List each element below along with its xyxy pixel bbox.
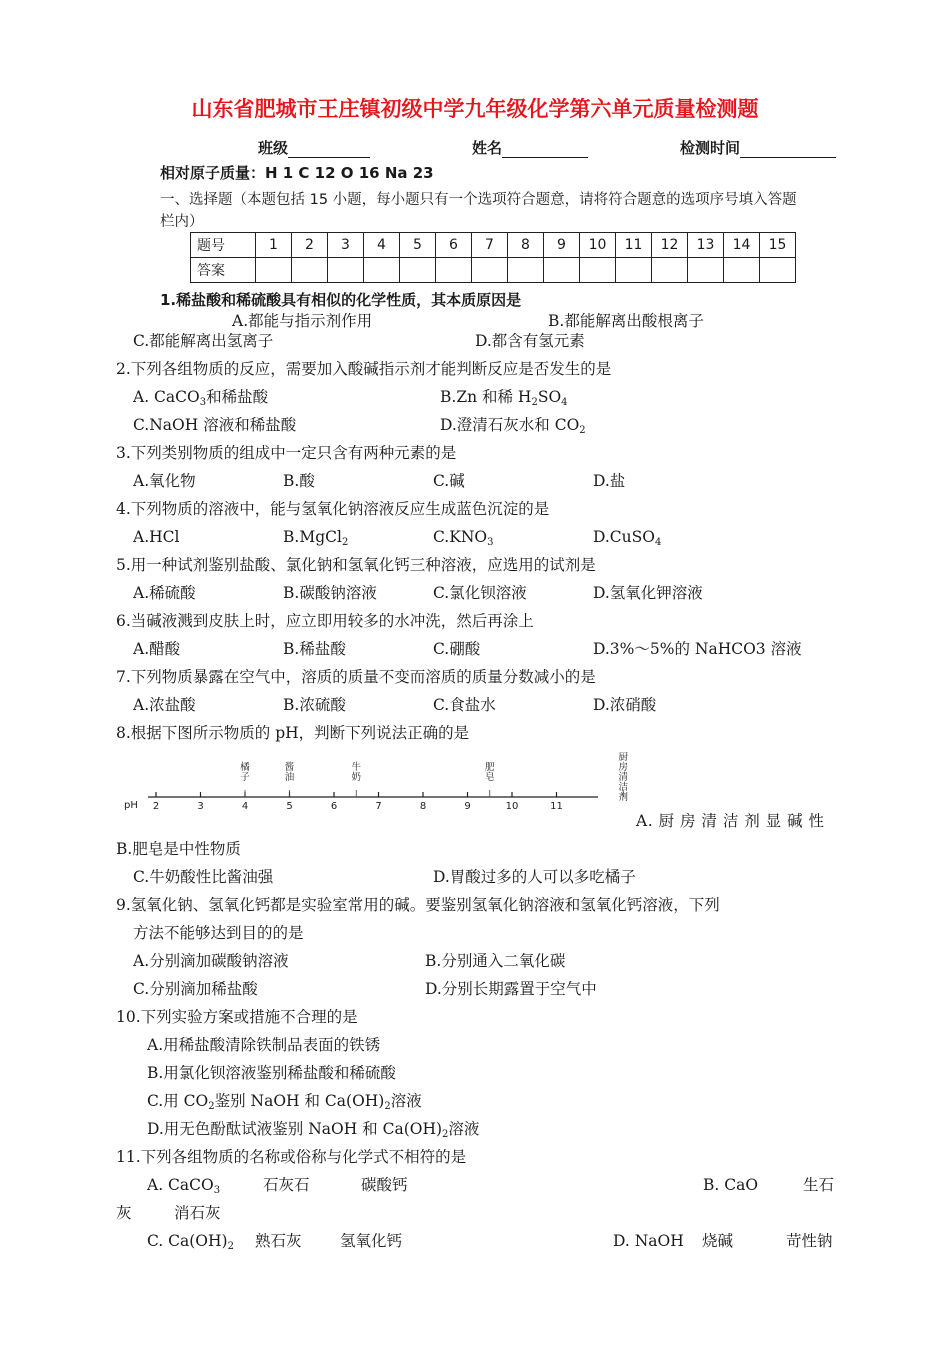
question-10-stem: 10.下列实验方案或措施不合理的是 — [116, 1008, 358, 1026]
question-11-option-b-name: 生石 — [803, 1176, 835, 1194]
question-number-cell: 15 — [760, 233, 796, 258]
question-7-stem: 7.下列物质暴露在空气中，溶质的质量不变而溶质的质量分数减小的是 — [116, 668, 596, 686]
ph-substance-label: 厨房清洁剂 — [618, 752, 629, 803]
ph-tick-label: 11 — [550, 801, 563, 812]
question-11-option-b: B. CaO — [703, 1176, 759, 1194]
question-1-option-d: D.都含有氢元素 — [475, 332, 585, 350]
ph-tick-label: 8 — [419, 801, 427, 812]
question-number-cell: 7 — [472, 233, 508, 258]
ph-scale-diagram — [118, 752, 629, 826]
question-11-option-d-other-name: 苛性钠 — [786, 1232, 833, 1250]
question-number-cell: 10 — [580, 233, 616, 258]
question-11-option-b-common-name: 消石灰 — [174, 1204, 221, 1222]
section1-instruction: 一、选择题（本题包括 15 小题，每小题只有一个选项符合题意，请将符合题意的选项序号填入答题 — [160, 192, 797, 208]
question-10-option-c: C.用 $CO_2$鉴别 NaOH 和 $Ca(OH)_2$溶液 — [147, 1092, 422, 1112]
question-number-cell: 4 — [364, 233, 400, 258]
number-row-label: 题号 — [191, 233, 256, 258]
question-number-cell: 8 — [508, 233, 544, 258]
question-10-option-a: A.用稀盐酸清除铁制品表面的铁锈 — [147, 1036, 381, 1054]
name-field — [472, 138, 588, 158]
question-3-option-c: C.碱 — [433, 472, 465, 490]
ph-tick-label: 5 — [286, 801, 293, 812]
question-11-stem: 11.下列各组物质的名称或俗称与化学式不相符的是 — [116, 1148, 467, 1166]
answer-cell[interactable] — [652, 258, 688, 283]
answer-cell[interactable] — [364, 258, 400, 283]
question-number-cell: 14 — [724, 233, 760, 258]
answer-cell[interactable] — [616, 258, 652, 283]
answer-cell[interactable] — [688, 258, 724, 283]
question-11-option-d-common-name: 烧碱 — [702, 1232, 734, 1250]
question-1-option-a: A.都能与指示剂作用 — [232, 312, 373, 330]
question-number-cell: 6 — [436, 233, 472, 258]
question-9-option-d: D.分别长期露置于空气中 — [425, 980, 597, 998]
question-10-option-b: B.用氯化钡溶液鉴别稀盐酸和稀硫酸 — [147, 1064, 396, 1082]
ph-substance-label: 橘子 — [240, 762, 250, 783]
ph-tick-label: 7 — [375, 801, 382, 812]
ph-tick-label: 9 — [464, 801, 471, 812]
question-1-option-b: B.都能解离出酸根离子 — [548, 312, 704, 330]
answer-cell[interactable] — [724, 258, 760, 283]
ph-axis-label: pH — [124, 800, 138, 811]
question-7-option-b: B.浓硫酸 — [283, 696, 346, 714]
question-11-option-a-chemical-name: 碳酸钙 — [361, 1176, 408, 1194]
answer-cell[interactable] — [400, 258, 436, 283]
question-2-option-c: C.NaOH 溶液和稀盐酸 — [133, 416, 297, 434]
ph-substance-label: 酱油 — [284, 762, 295, 783]
question-number-cell: 1 — [256, 233, 292, 258]
atomic-mass-line: 相对原子质量：H 1 C 12 O 16 Na 23 — [160, 164, 434, 182]
question-5-option-c: C.氯化钡溶液 — [433, 584, 527, 602]
question-1-option-c: C.都能解离出氢离子 — [133, 332, 274, 350]
answer-cell[interactable] — [580, 258, 616, 283]
ph-tick-label: 4 — [241, 801, 249, 812]
answer-table-answer-row — [191, 258, 796, 283]
question-11-option-c-common-name: 熟石灰 — [255, 1232, 302, 1250]
question-3-option-a: A.氧化物 — [133, 472, 196, 490]
question-number-cell: 3 — [328, 233, 364, 258]
ph-substance-group — [240, 752, 628, 803]
answer-cell[interactable] — [292, 258, 328, 283]
question-number-cell: 5 — [400, 233, 436, 258]
question-9-stem-cont: 方法不能够达到目的的是 — [133, 924, 304, 942]
question-11-option-a: A. CaCO$_3$ — [147, 1176, 221, 1196]
question-11-option-b-name-cont: 灰 — [116, 1204, 132, 1222]
ph-tick-label: 2 — [152, 801, 160, 812]
question-8-option-d: D.胃酸过多的人可以多吃橘子 — [433, 868, 636, 886]
question-7-option-d: D.浓硝酸 — [593, 696, 657, 714]
time-blank[interactable] — [740, 141, 836, 158]
question-8-option-a: A. 厨 房 清 洁 剂 显 碱 性 — [636, 812, 825, 830]
question-4-option-c: $C.KNO_3$ — [433, 528, 494, 548]
question-9-stem: 9.氢氧化钠、氢氧化钙都是实验室常用的碱。要鉴别氢氧化钠溶液和氢氧化钙溶液，下列 — [116, 896, 720, 914]
class-blank[interactable] — [288, 141, 370, 158]
question-5-stem: 5.用一种试剂鉴别盐酸、氯化钠和氢氧化钙三种溶液，应选用的试剂是 — [116, 556, 596, 574]
question-2-option-a: A. CaCO$_3$和稀盐酸 — [133, 388, 269, 408]
question-8-option-b: B.肥皂是中性物质 — [116, 840, 241, 858]
ph-tick-label: 6 — [330, 801, 338, 812]
question-11-option-c: C. $Ca(OH)_2$ — [147, 1232, 234, 1252]
question-3-option-b: B.酸 — [283, 472, 315, 490]
ph-tick-group — [153, 792, 563, 812]
answer-row-label: 答案 — [191, 258, 256, 283]
question-9-option-c: C.分别滴加稀盐酸 — [133, 980, 258, 998]
question-10-option-d: D.用无色酚酞试液鉴别 NaOH 和 $Ca(OH)_2$溶液 — [147, 1120, 480, 1140]
question-6-option-c: C.硼酸 — [433, 640, 481, 658]
question-4-option-a: A.HCl — [133, 528, 180, 546]
question-5-option-d: D.氢氧化钾溶液 — [593, 584, 703, 602]
question-11-option-a-common-name: 石灰石 — [263, 1176, 310, 1194]
section1-instruction-cont: 栏内） — [160, 214, 204, 230]
question-5-option-a: A.稀硫酸 — [133, 584, 196, 602]
class-label: 班级 — [258, 139, 289, 157]
question-1-stem: 1.稀盐酸和稀硫酸具有相似的化学性质，其本质原因是 — [160, 291, 522, 309]
question-3-stem: 3.下列类别物质的组成中一定只含有两种元素的是 — [116, 444, 457, 462]
time-label: 检测时间 — [680, 139, 741, 157]
question-6-option-d: D.3%～5%的 NaHCO3 溶液 — [593, 640, 802, 658]
question-6-option-b: B.稀盐酸 — [283, 640, 346, 658]
ph-tick-label: 10 — [505, 801, 519, 812]
answer-table — [190, 232, 796, 283]
ph-tick-label: 3 — [197, 801, 204, 812]
question-7-option-c: C.食盐水 — [433, 696, 496, 714]
answer-cell[interactable] — [256, 258, 292, 283]
ph-substance-label: 牛奶 — [351, 762, 362, 783]
answer-cell[interactable] — [760, 258, 796, 283]
answer-cell[interactable] — [436, 258, 472, 283]
question-6-option-a: A.醋酸 — [133, 640, 181, 658]
question-9-option-a: A.分别滴加碳酸钠溶液 — [133, 952, 289, 970]
answer-cell[interactable] — [544, 258, 580, 283]
ph-substance-label: 肥皂 — [484, 762, 495, 783]
question-11-option-c-chemical-name: 氢氧化钙 — [340, 1232, 403, 1250]
question-number-cell: 9 — [544, 233, 580, 258]
question-number-cell: 12 — [652, 233, 688, 258]
answer-cell[interactable] — [472, 258, 508, 283]
question-11-option-d: D. NaOH — [613, 1232, 684, 1250]
question-number-cell: 2 — [292, 233, 328, 258]
time-field — [680, 138, 836, 158]
question-4-option-d: D.CuSO$_4$ — [593, 528, 662, 548]
name-blank[interactable] — [502, 141, 588, 158]
answer-cell[interactable] — [508, 258, 544, 283]
question-3-option-d: D.盐 — [593, 472, 626, 490]
question-4-option-b: B.MgCl$_2$ — [283, 528, 349, 548]
name-label: 姓名 — [472, 139, 503, 157]
question-2-stem: 2.下列各组物质的反应，需要加入酸碱指示剂才能判断反应是否发生的是 — [116, 360, 612, 378]
answer-cell[interactable] — [328, 258, 364, 283]
question-9-option-b: B.分别通入二氧化碳 — [425, 952, 566, 970]
question-6-stem: 6.当碱液溅到皮肤上时，应立即用较多的水冲洗，然后再涂上 — [116, 612, 534, 630]
question-number-cell: 11 — [616, 233, 652, 258]
class-field — [258, 138, 370, 158]
question-2-option-d: D.澄清石灰水和 $CO_2$ — [440, 416, 586, 436]
page-title: 山东省肥城市王庄镇初级中学九年级化学第六单元质量检测题 — [191, 97, 759, 121]
question-number-cell: 13 — [688, 233, 724, 258]
answer-table-number-row — [191, 233, 796, 258]
question-8-option-c: C.牛奶酸性比酱油强 — [133, 868, 274, 886]
question-5-option-b: B.碳酸钠溶液 — [283, 584, 377, 602]
question-7-option-a: A.浓盐酸 — [133, 696, 196, 714]
question-4-stem: 4.下列物质的溶液中，能与氢氧化钠溶液反应生成蓝色沉淀的是 — [116, 500, 550, 518]
question-8-stem: 8.根据下图所示物质的 pH，判断下列说法正确的是 — [116, 724, 470, 742]
question-2-option-b: B.Zn 和稀 $H_2SO_4$ — [440, 388, 568, 408]
